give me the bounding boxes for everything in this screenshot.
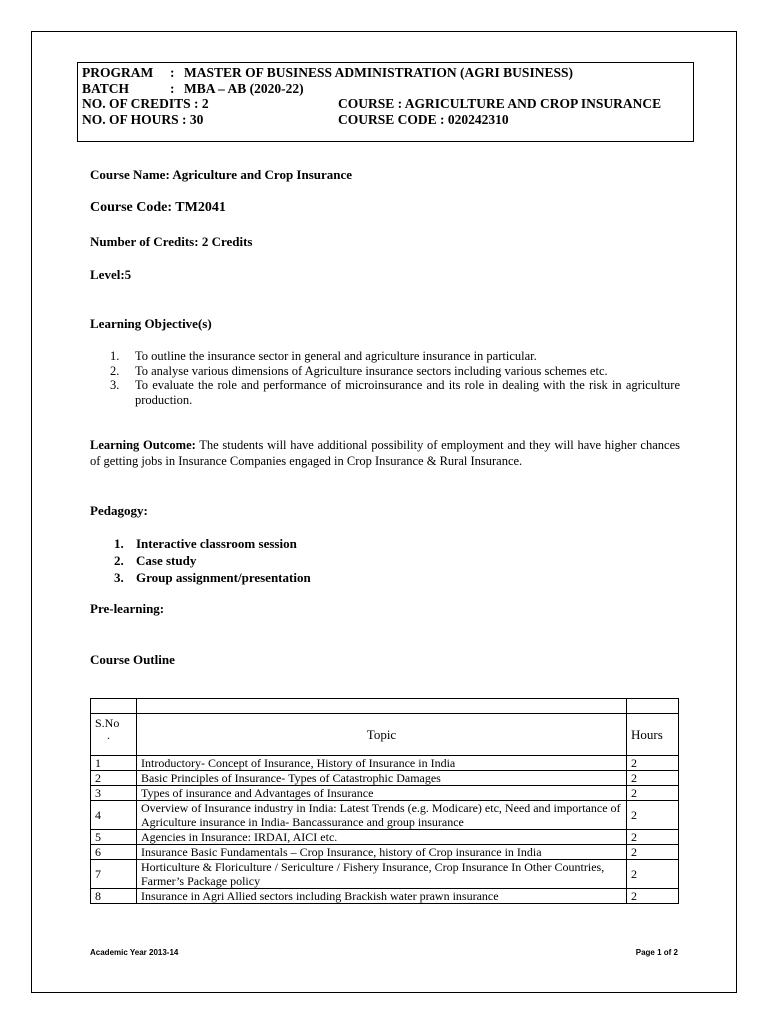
objective-number: 1. — [110, 349, 120, 363]
row-sno: 8 — [91, 889, 137, 904]
course-code: Course Code: TM2041 — [90, 200, 226, 215]
outcome-label: Learning Outcome: — [90, 438, 196, 452]
level: Level:5 — [90, 267, 132, 282]
objective-text: To analyse various dimensions of Agriculture insurance sectors including various schemes etc. — [135, 363, 608, 378]
hours-key: NO. OF HOURS : — [82, 111, 187, 127]
objective-number: 2. — [110, 363, 120, 378]
objective-item — [110, 378, 680, 407]
row-hours: 2 — [627, 771, 679, 786]
course-outline-table — [90, 698, 679, 904]
table-row — [91, 889, 679, 904]
row-sno: 6 — [91, 845, 137, 860]
batch-sep: : — [170, 80, 175, 96]
credits-row — [82, 96, 693, 112]
row-sno: 3 — [91, 786, 137, 801]
pedagogy-item — [114, 569, 311, 586]
header-sno — [91, 714, 137, 756]
objective-item — [110, 349, 680, 364]
table-row — [91, 830, 679, 845]
program-value: MASTER OF BUSINESS ADMINISTRATION (AGRI BUSINESS) — [184, 65, 573, 80]
pedagogy-item — [114, 535, 311, 552]
program-row — [82, 65, 693, 81]
course-label: COURSE : AGRICULTURE AND CROP INSURANCE — [338, 96, 662, 111]
course-name: Course Name: Agriculture and Crop Insurance — [90, 167, 353, 182]
table-header-row — [91, 714, 679, 756]
row-sno: 2 — [91, 771, 137, 786]
objectives-heading: Learning Objective(s) — [90, 316, 212, 331]
pedagogy-number: 2. — [114, 553, 124, 568]
pedagogy-heading: Pedagogy: — [90, 503, 148, 518]
row-topic: Overview of Insurance industry in India: Latest Trends (e.g. Modicare) etc, Need and importance of Agriculture insurance in India- Bancassurance and group insurance — [137, 801, 627, 830]
row-sno: 7 — [91, 860, 137, 889]
row-hours: 2 — [627, 860, 679, 889]
row-topic: Agencies in Insurance: IRDAI, AICI etc. — [137, 830, 627, 845]
footer-academic-year: Academic Year 2013-14 — [90, 948, 179, 957]
row-topic: Horticulture & Floriculture / Sericulture / Fishery Insurance, Crop Insurance In Other Countries, Farmer’s Package policy — [137, 860, 627, 889]
table-row — [91, 756, 679, 771]
batch-key: BATCH — [82, 80, 130, 96]
learning-outcome — [90, 437, 680, 469]
header-sno-dot: . — [107, 728, 110, 742]
header-sno-text: S.No — [95, 716, 120, 730]
outline-heading: Course Outline — [90, 652, 175, 667]
row-topic: Types of insurance and Advantages of Insurance — [137, 786, 627, 801]
table-spacer-row — [91, 699, 679, 714]
table-row — [91, 845, 679, 860]
table-row — [91, 860, 679, 889]
program-key: PROGRAM — [82, 65, 154, 80]
program-sep: : — [170, 65, 175, 80]
pedagogy-text: Group assignment/presentation — [136, 570, 311, 585]
pedagogy-item — [114, 552, 311, 569]
table-row — [91, 771, 679, 786]
prelearning-heading: Pre-learning: — [90, 601, 165, 616]
objective-item — [110, 364, 680, 379]
row-topic: Introductory- Concept of Insurance, History of Insurance in India — [137, 756, 627, 771]
objective-number: 3. — [110, 378, 120, 392]
row-hours: 2 — [627, 889, 679, 904]
row-hours: 2 — [627, 786, 679, 801]
row-hours: 2 — [627, 756, 679, 771]
row-sno: 4 — [91, 801, 137, 830]
row-hours: 2 — [627, 830, 679, 845]
outcome-text: The students will have additional possibility of employment and they will have higher chances of getting jobs in Insurance Companies engaged in Crop Insurance & Rural Insurance. — [90, 438, 680, 468]
credits: Number of Credits: 2 Credits — [90, 234, 253, 249]
hours-value: 30 — [189, 111, 204, 127]
row-topic: Insurance in Agri Allied sectors including Brackish water prawn insurance — [137, 889, 627, 904]
pedagogy-number: 1. — [114, 536, 124, 551]
row-topic: Basic Principles of Insurance- Types of Catastrophic Damages — [137, 771, 627, 786]
row-hours: 2 — [627, 801, 679, 830]
pedagogy-text: Case study — [136, 553, 197, 568]
credits-key: NO. OF CREDITS : — [82, 96, 199, 111]
pedagogy-text: Interactive classroom session — [136, 536, 297, 551]
footer-page-number: Page 1 of 2 — [635, 948, 678, 957]
credits-value: 2 — [201, 96, 209, 111]
row-sno: 1 — [91, 756, 137, 771]
row-sno: 5 — [91, 830, 137, 845]
header-hours: Hours — [627, 714, 679, 756]
table-row — [91, 786, 679, 801]
pedagogy-number: 3. — [114, 570, 124, 585]
objective-text: To outline the insurance sector in general and agriculture insurance in particular. — [135, 349, 537, 363]
row-hours: 2 — [627, 845, 679, 860]
objective-text: To evaluate the role and performance of microinsurance and its role in dealing with the risk in agriculture production. — [135, 378, 680, 407]
pedagogy-list — [114, 535, 311, 586]
program-header-box — [77, 62, 694, 142]
header-topic: Topic — [137, 714, 627, 756]
batch-value: MBA – AB (2020-22) — [184, 80, 304, 96]
objectives-list — [110, 349, 680, 407]
batch-row — [82, 81, 693, 97]
course-code-label: COURSE CODE : 020242310 — [338, 111, 509, 127]
hours-row — [82, 112, 693, 128]
row-topic: Insurance Basic Fundamentals – Crop Insurance, history of Crop insurance in India — [137, 845, 627, 860]
table-row — [91, 801, 679, 830]
